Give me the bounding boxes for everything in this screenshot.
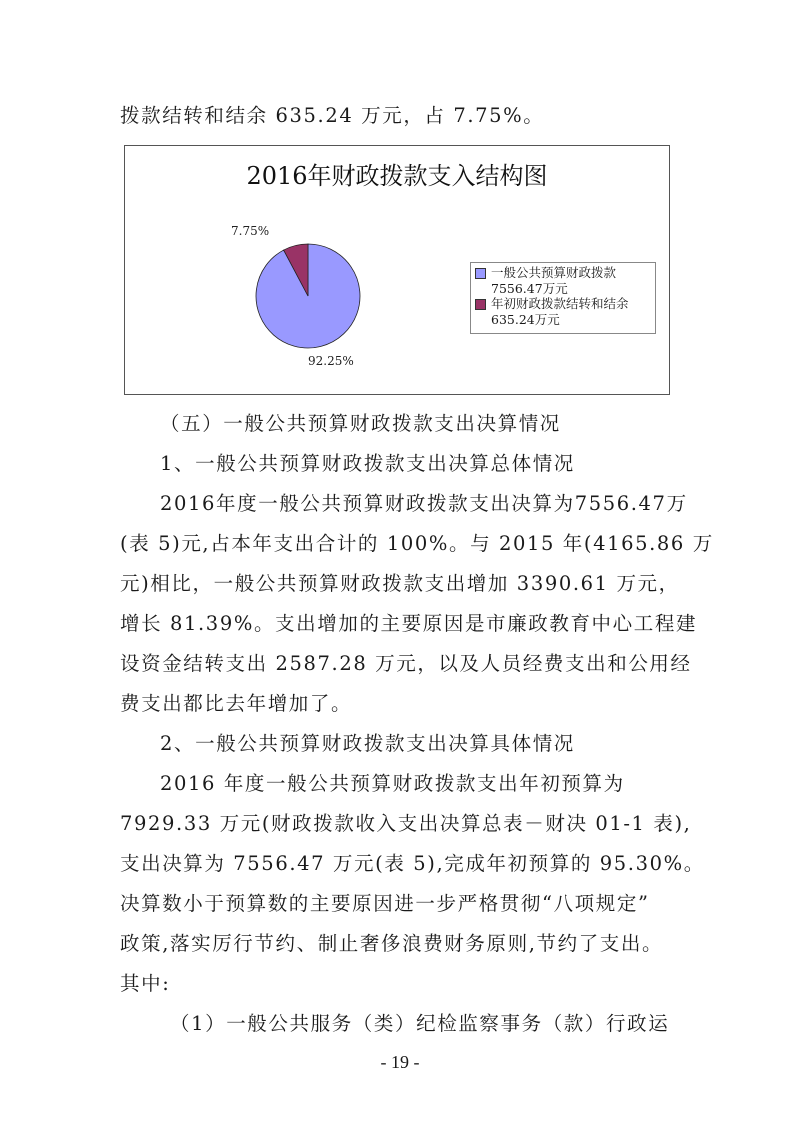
text-line: 决算数小于预算数的主要原因进一步严格贯彻“八项规定” [120,892,650,915]
pie-label-small: 7.75% [231,224,270,238]
text-line: 2016 年度一般公共预算财政拨款支出年初预算为 [160,772,625,795]
text-line: 设资金结转支出 2587.28 万元，以及人员经费支出和公用经 [120,652,692,675]
text-line: 2、一般公共预算财政拨款支出决算具体情况 [160,732,575,755]
chart-legend [470,262,656,334]
legend-item-general-budget [475,265,651,296]
text-line: 元)相比，一般公共预算财政拨款支出增加 3390.61 万元， [120,572,680,595]
text-line: 费支出都比去年增加了。 [120,692,353,715]
text-line: 拨款结转和结余 635.24 万元，占 7.75%。 [120,104,545,127]
legend-label: 年初财政拨款结转和结余 [491,296,629,311]
legend-item-carryover [475,296,651,327]
text-line: 增长 81.39%。支出增加的主要原因是市廉政教育中心工程建 [120,612,698,635]
pie-chart [124,145,670,395]
text-line: （1）一般公共服务（类）纪检监察事务（款）行政运 [170,1012,670,1035]
text-line: (表 5)元,占本年支出合计的 100%。与 2015 年(4165.86 万 [120,532,714,555]
pie-label-large: 92.25% [308,354,354,368]
page-number: - 19 - [380,1052,420,1072]
legend-label: 一般公共预算财政拨款 [491,265,617,280]
chart-title: 2016年财政拨款支入结构图 [246,162,548,190]
text-line: 7929.33 万元(财政拨款收入支出决算总表－财决 01-1 表), [120,812,692,835]
text-line: 1、一般公共预算财政拨款支出决算总体情况 [160,452,575,475]
text-line: 其中: [120,972,171,995]
text-line: （五）一般公共预算财政拨款支出决算情况 [160,412,561,435]
text-line: 政策,落实厉行节约、制止奢侈浪费财务原则,节约了支出。 [120,932,664,955]
legend-swatch-icon [475,268,486,279]
legend-value: 635.24万元 [491,311,560,327]
legend-value: 7556.47万元 [491,280,568,296]
legend-swatch-icon [475,299,486,310]
text-line: 2016年度一般公共预算财政拨款支出决算为7556.47万 [160,492,688,515]
text-line: 支出决算为 7556.47 万元(表 5),完成年初预算的 95.30%。 [120,852,705,875]
